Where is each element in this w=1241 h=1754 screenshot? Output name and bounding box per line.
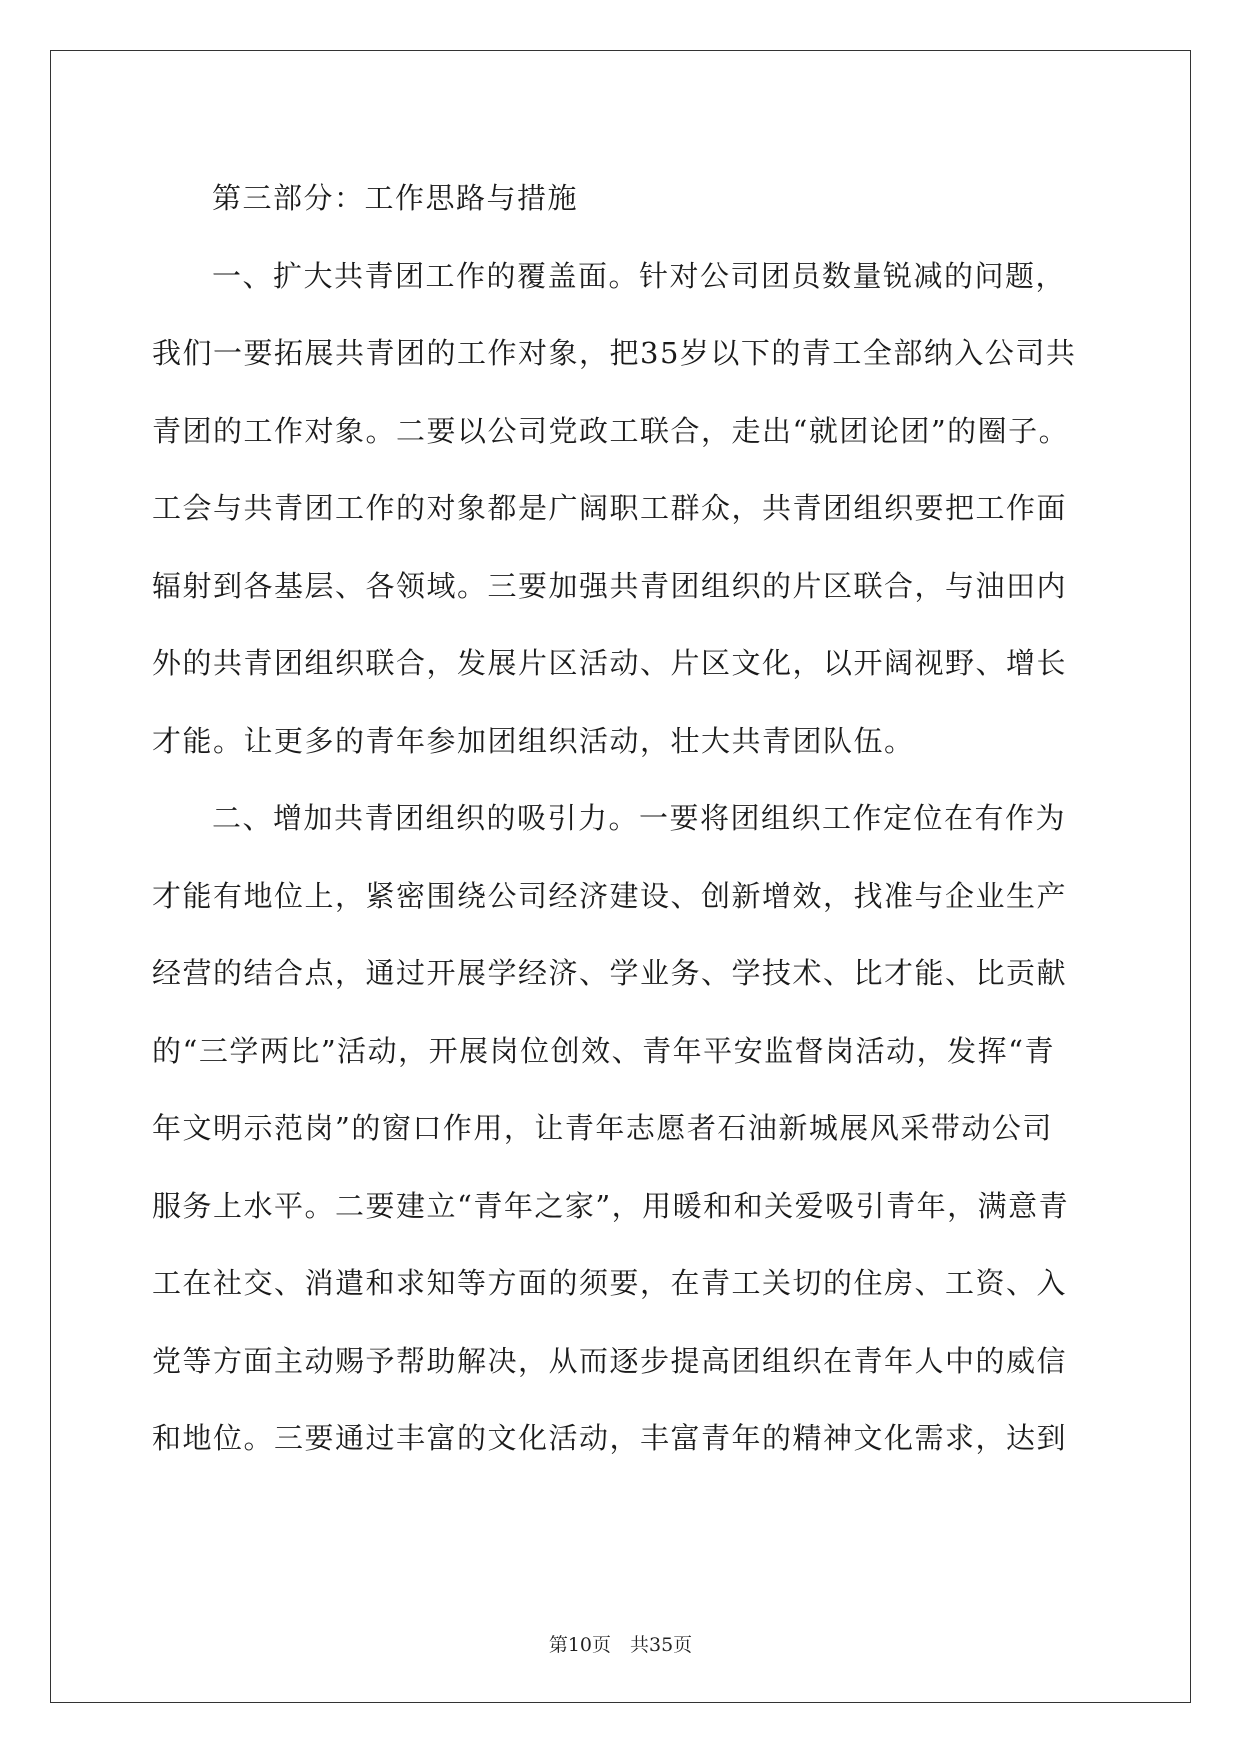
text-line: 我们一要拓展共青团的工作对象，把35岁以下的青工全部纳入公司共 xyxy=(152,336,1077,370)
text-line: 的“三学两比”活动，开展岗位创效、青年平安监督岗活动，发挥“青 xyxy=(152,1033,1055,1068)
text-line: 党等方面主动赐予帮助解决，从而逐步提高团组织在青年人中的威信 xyxy=(152,1343,1068,1378)
text-line: 一、扩大共青团工作的覆盖面。针对公司团员数量锐减的问题， xyxy=(212,258,1067,293)
text-line: 才能有地位上，紧密围绕公司经济建设、创新增效，找准与企业生产 xyxy=(152,878,1068,913)
page-number-footer: 第10页 共35页 xyxy=(548,1634,693,1656)
text-line: 工会与共青团工作的对象都是广阔职工群众，共青团组织要把工作面 xyxy=(152,491,1068,525)
text-line: 工在社交、消遣和求知等方面的须要，在青工关切的住房、工资、入 xyxy=(152,1266,1068,1300)
document-body xyxy=(152,160,1082,1478)
text-line: 和地位。三要通过丰富的文化活动，丰富青年的精神文化需求，达到 xyxy=(152,1421,1068,1455)
text-line: 第三部分：工作思路与措施 xyxy=(212,181,579,215)
text-line: 服务上水平。二要建立“青年之家”，用暖和和关爱吸引青年，满意青 xyxy=(152,1188,1070,1223)
text-line: 年文明示范岗”的窗口作用，让青年志愿者石油新城展风采带动公司 xyxy=(152,1111,1053,1145)
text-line: 青团的工作对象。二要以公司党政工联合，走出“就团论团”的圈子。 xyxy=(152,413,1070,448)
text-line: 二、增加共青团组织的吸引力。一要将团组织工作定位在有作为 xyxy=(212,801,1067,835)
text-line: 才能。让更多的青年参加团组织活动，壮大共青团队伍。 xyxy=(152,723,915,758)
text-line: 外的共青团组织联合，发展片区活动、片区文化，以开阔视野、增长 xyxy=(152,646,1068,680)
text-line: 经营的结合点，通过开展学经济、学业务、学技术、比才能、比贡献 xyxy=(152,956,1068,990)
text-line: 辐射到各基层、各领域。三要加强共青团组织的片区联合，与油田内 xyxy=(152,568,1068,603)
